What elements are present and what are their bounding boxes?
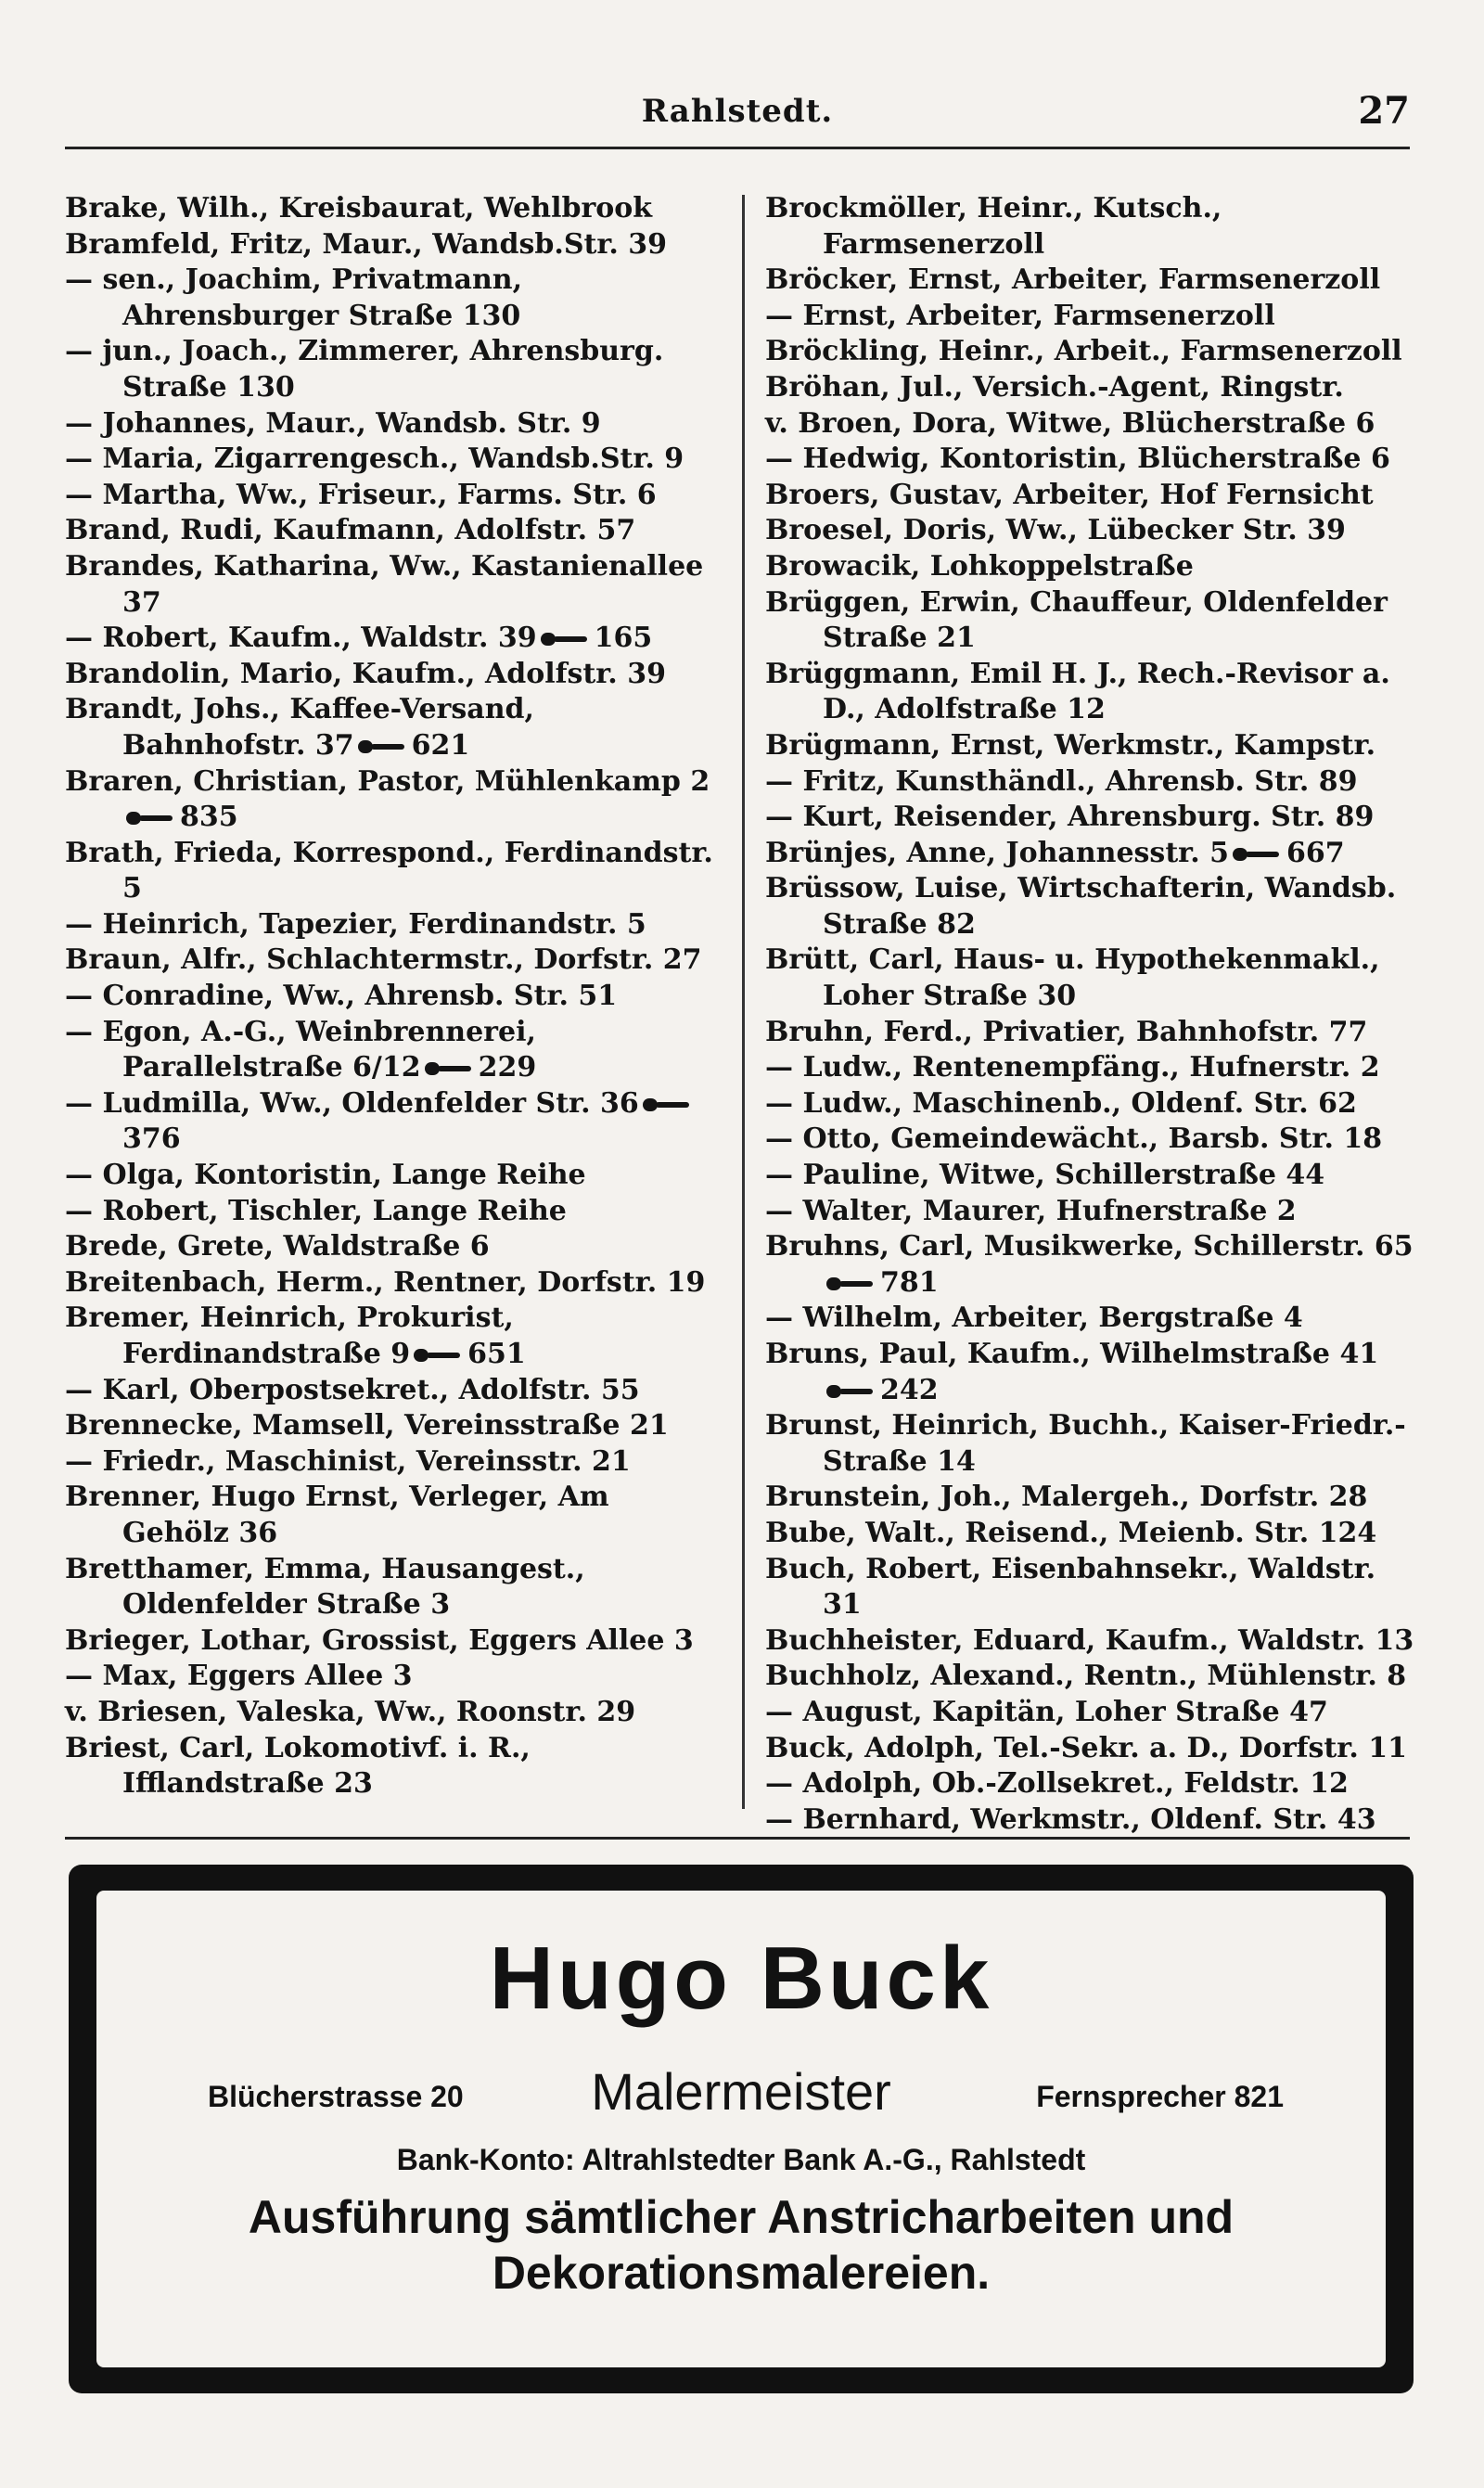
directory-entry [65, 692, 714, 763]
entry-text: Brüggmann, Emil H. J., Rech.-Revisor a. D., Adolfstraße 12 [765, 657, 1390, 726]
telephone-icon [425, 1060, 471, 1077]
entry-text: Brandolin, Mario, Kaufm., Adolfstr. 39 [65, 657, 666, 690]
directory-entry [765, 1408, 1414, 1480]
entry-text: Breitenbach, Herm., Rentner, Dorfstr. 19 [65, 1265, 706, 1299]
phone-number: 165 [594, 622, 653, 655]
entry-text: Bramfeld, Fritz, Maur., Wandsb.Str. 39 [65, 227, 668, 261]
advertisement-panel [96, 1891, 1386, 2367]
ad-slogan-line: Dekorationsmalereien. [492, 2247, 991, 2299]
entry-text: Brandt, Johs., Kaffee-Versand, Bahnhofstr. 37 [65, 693, 534, 762]
entry-text: — Johannes, Maur., Wandsb. Str. 9 [65, 406, 601, 440]
entry-text: Brunst, Heinrich, Buchh., Kaiser-Friedr.-Straße 14 [765, 1409, 1406, 1478]
directory-entry [65, 1408, 714, 1444]
directory-entry [65, 1015, 714, 1086]
entry-text: Briest, Carl, Lokomotivf. i. R., Ifflandstraße 23 [65, 1731, 531, 1801]
directory-entry [65, 227, 714, 263]
phone-number: 229 [478, 1051, 537, 1084]
directory-entry [65, 1552, 714, 1623]
directory-entry [765, 1122, 1414, 1158]
entry-text: — Olga, Kontoristin, Lange Reihe [65, 1159, 586, 1192]
entry-text: Bremer, Heinrich, Prokurist, Ferdinandstraße 9 [65, 1302, 514, 1370]
directory-entry [65, 549, 714, 621]
directory-entry [765, 1050, 1414, 1086]
entry-text: Buchholz, Alexand., Rentn., Mühlenstr. 8 [765, 1660, 1407, 1693]
entry-text: Bruhns, Carl, Musikwerke, Schillerstr. 65 [765, 1230, 1414, 1263]
listing-bottom-rule [65, 1837, 1410, 1840]
directory-entry [65, 1444, 714, 1481]
phone-number: 835 [180, 801, 238, 834]
telephone-icon [826, 1383, 873, 1400]
directory-entry [65, 1301, 714, 1372]
entry-text: — Heinrich, Tapezier, Ferdinandstr. 5 [65, 907, 646, 941]
directory-entry [765, 406, 1414, 442]
entry-text: — Martha, Ww., Friseur., Farms. Str. 6 [65, 478, 657, 511]
entry-text: — Friedr., Maschinist, Vereinsstr. 21 [65, 1444, 631, 1478]
directory-entry [765, 1623, 1414, 1660]
directory-entry [65, 513, 714, 549]
phone-number: 621 [411, 728, 470, 762]
directory-entry [765, 1337, 1414, 1408]
phone-number: 781 [880, 1265, 939, 1299]
entry-text: — Otto, Gemeindewächt., Barsb. Str. 18 [765, 1122, 1383, 1156]
directory-entry [765, 1659, 1414, 1695]
entry-text: — Ludw., Maschinenb., Oldenf. Str. 62 [765, 1086, 1357, 1120]
directory-entry [65, 764, 714, 836]
directory-entry [65, 1158, 714, 1194]
directory-entry [765, 1695, 1414, 1731]
directory-entry [65, 442, 714, 478]
entry-text: — Conradine, Ww., Ahrensb. Str. 51 [65, 980, 618, 1013]
telephone-icon [358, 738, 404, 755]
directory-entry [765, 1301, 1414, 1337]
phone-number: 667 [1286, 836, 1345, 869]
entry-text: Brunstein, Joh., Malergeh., Dorfstr. 28 [765, 1481, 1368, 1514]
directory-entry [765, 370, 1414, 406]
entry-text: Brüssow, Luise, Wirtschafterin, Wandsb. Straße 82 [765, 872, 1397, 941]
directory-entry [765, 728, 1414, 764]
directory-entry [65, 1265, 714, 1302]
directory-entry [765, 478, 1414, 514]
page-title: Rahlstedt. [641, 93, 834, 130]
entry-text: Bruns, Paul, Kaufm., Wilhelmstraße 41 [765, 1338, 1379, 1370]
directory-entry [765, 800, 1414, 836]
directory-entry [65, 1229, 714, 1265]
entry-text: Brütt, Carl, Haus- u. Hypothekenmakl., Loher Straße 30 [765, 943, 1380, 1013]
entry-text: — Robert, Tischler, Lange Reihe [65, 1194, 567, 1227]
directory-entry [65, 979, 714, 1015]
directory-entry [765, 871, 1414, 943]
directory-entry [65, 478, 714, 514]
entry-text: Browacik, Lohkoppelstraße [765, 549, 1194, 583]
ad-slogan-line: Ausführung sämtlicher Anstricharbeiten und [248, 2191, 1235, 2243]
telephone-icon [414, 1347, 460, 1364]
directory-entry [65, 334, 714, 405]
ad-phone: Fernsprecher 821 [1036, 2080, 1284, 2113]
entry-text: — Karl, Oberpostsekret., Adolfstr. 55 [65, 1373, 640, 1406]
directory-entry [765, 1015, 1414, 1051]
directory-entry [65, 1480, 714, 1551]
entry-text: Bube, Walt., Reisend., Meienb. Str. 124 [765, 1516, 1377, 1549]
entry-text: — Wilhelm, Arbeiter, Bergstraße 4 [765, 1302, 1303, 1335]
directory-entry [765, 1086, 1414, 1122]
directory-entry [765, 191, 1414, 263]
directory-entry [65, 1695, 714, 1731]
ad-bank-account: Bank-Konto: Altrahlstedter Bank A.-G., Rahlstedt [396, 2143, 1086, 2176]
entry-text: Brockmöller, Heinr., Kutsch., Farmsenerzoll [765, 192, 1222, 261]
directory-entry [65, 1373, 714, 1409]
entry-text: Bröckling, Heinr., Arbeit., Farmsenerzoll [765, 335, 1402, 368]
directory-entry [765, 836, 1414, 872]
ad-info-row [96, 2061, 1386, 2126]
entry-text: Broers, Gustav, Arbeiter, Hof Fernsicht [765, 478, 1374, 511]
advertisement [69, 1865, 1414, 2393]
directory-entry [65, 943, 714, 979]
entry-text: — August, Kapitän, Loher Straße 47 [765, 1695, 1328, 1728]
directory-entry [765, 513, 1414, 549]
directory-entry [765, 1802, 1414, 1839]
ad-company-name: Hugo Buck [489, 1929, 993, 2028]
left-column [65, 191, 714, 1802]
page-number: 27 [1358, 89, 1410, 133]
ad-trade: Malermeister [591, 2062, 891, 2121]
directory-entry [765, 442, 1414, 478]
phone-number: 376 [122, 1122, 181, 1156]
entry-text: — Max, Eggers Allee 3 [65, 1660, 413, 1693]
directory-entry [765, 764, 1414, 801]
entry-text: — Ludmilla, Ww., Oldenfelder Str. 36 [65, 1086, 639, 1120]
directory-entry [65, 657, 714, 693]
directory-entry [65, 1194, 714, 1230]
entry-text: Brath, Frieda, Korrespond., Ferdinandstr. 5 [65, 836, 713, 905]
entry-text: Broesel, Doris, Ww., Lübecker Str. 39 [765, 514, 1346, 547]
telephone-icon [541, 631, 587, 648]
entry-text: — Kurt, Reisender, Ahrensburg. Str. 89 [765, 801, 1375, 834]
directory-entry [765, 1229, 1414, 1301]
directory-entry [765, 585, 1414, 657]
telephone-icon [826, 1276, 873, 1292]
directory-entry [765, 334, 1414, 370]
entry-text: Bruhn, Ferd., Privatier, Bahnhofstr. 77 [765, 1015, 1368, 1048]
entry-text: Brand, Rudi, Kaufmann, Adolfstr. 57 [65, 514, 636, 547]
entry-text: Brede, Grete, Waldstraße 6 [65, 1230, 490, 1263]
directory-entry [65, 1731, 714, 1802]
directory-entry [765, 1552, 1414, 1623]
entry-text: — Robert, Kaufm., Waldstr. 39 [65, 622, 537, 655]
entry-text: Brandes, Katharina, Ww., Kastanienallee 37 [65, 549, 704, 619]
entry-text: Brügmann, Ernst, Werkmstr., Kampstr. [765, 728, 1376, 762]
entry-text: Braren, Christian, Pastor, Mühlenkamp 2 [65, 764, 710, 798]
entry-text: Brünjes, Anne, Johannesstr. 5 [765, 836, 1229, 869]
entry-text: Brake, Wilh., Kreisbaurat, Wehlbrook [65, 192, 653, 224]
directory-entry [765, 657, 1414, 728]
directory-entry [65, 263, 714, 334]
directory-entry [65, 1086, 714, 1158]
entry-text: Brüggen, Erwin, Chauffeur, Oldenfelder Straße 21 [765, 585, 1388, 655]
directory-entry [765, 263, 1414, 299]
directory-entry [765, 1731, 1414, 1767]
entry-text: Braun, Alfr., Schlachtermstr., Dorfstr. 27 [65, 943, 702, 977]
entry-text: Buchheister, Eduard, Kaufm., Waldstr. 13 [765, 1623, 1414, 1657]
phone-number: 242 [880, 1373, 939, 1406]
directory-entry [765, 943, 1414, 1014]
entry-text: — Egon, A.-G., Weinbrennerei, Parallelstraße 6/12 [65, 1015, 536, 1084]
entry-text: — sen., Joachim, Privatmann, Ahrensburger Straße 130 [65, 263, 523, 332]
telephone-icon [1233, 846, 1279, 863]
directory-entry [65, 1659, 714, 1695]
entry-text: — Walter, Maurer, Hufnerstraße 2 [765, 1194, 1297, 1227]
directory-entry [65, 621, 714, 657]
right-column [765, 191, 1414, 1838]
directory-entry [765, 1158, 1414, 1194]
directory-entry [65, 191, 714, 227]
directory-entry [765, 299, 1414, 335]
entry-text: — Fritz, Kunsthändl., Ahrensb. Str. 89 [765, 764, 1358, 798]
entry-text: Bretthamer, Emma, Hausangest., Oldenfelder Straße 3 [65, 1552, 585, 1622]
entry-text: Bröhan, Jul., Versich.-Agent, Ringstr. [765, 370, 1344, 404]
directory-entry [65, 406, 714, 442]
column-divider [742, 195, 745, 1809]
entry-text: — Hedwig, Kontoristin, Blücherstraße 6 [765, 442, 1390, 476]
directory-entry [65, 907, 714, 943]
directory-entry [765, 1516, 1414, 1552]
telephone-icon [126, 810, 173, 827]
header-rule [65, 147, 1410, 149]
entry-text: — Bernhard, Werkmstr., Oldenf. Str. 43 [765, 1802, 1376, 1836]
entry-text: — Maria, Zigarrengesch., Wandsb.Str. 9 [65, 442, 684, 476]
directory-entry [65, 836, 714, 907]
entry-text: Buch, Robert, Eisenbahnsekr., Waldstr. 31 [765, 1552, 1376, 1622]
directory-entry [765, 549, 1414, 585]
entry-text: v. Broen, Dora, Witwe, Blücherstraße 6 [765, 406, 1375, 440]
directory-entry [65, 1623, 714, 1660]
directory-entry [765, 1766, 1414, 1802]
page-header [65, 85, 1410, 141]
entry-text: Brieger, Lothar, Grossist, Eggers Allee 3 [65, 1623, 694, 1657]
entry-text: Bröcker, Ernst, Arbeiter, Farmsenerzoll [765, 263, 1381, 297]
entry-text: Buck, Adolph, Tel.-Sekr. a. D., Dorfstr. 11 [765, 1731, 1407, 1764]
entry-text: — Ludw., Rentenempfäng., Hufnerstr. 2 [765, 1051, 1380, 1084]
directory-entry [765, 1194, 1414, 1230]
entry-text: — jun., Joach., Zimmerer, Ahrensburg. Straße 130 [65, 335, 664, 404]
directory-entry [765, 1480, 1414, 1516]
entry-text: — Pauline, Witwe, Schillerstraße 44 [765, 1159, 1325, 1192]
entry-text: Brennecke, Mamsell, Vereinsstraße 21 [65, 1409, 669, 1443]
phone-number: 651 [467, 1338, 526, 1370]
entry-text: — Adolph, Ob.-Zollsekret., Feldstr. 12 [765, 1767, 1349, 1801]
entry-text: v. Briesen, Valeska, Ww., Roonstr. 29 [65, 1695, 636, 1728]
entry-text: Brenner, Hugo Ernst, Verleger, Am Gehölz 36 [65, 1481, 609, 1549]
telephone-icon [643, 1097, 689, 1113]
ad-slogan [96, 2189, 1386, 2301]
entry-text: — Ernst, Arbeiter, Farmsenerzoll [765, 299, 1275, 332]
ad-address: Blücherstrasse 20 [208, 2080, 464, 2113]
